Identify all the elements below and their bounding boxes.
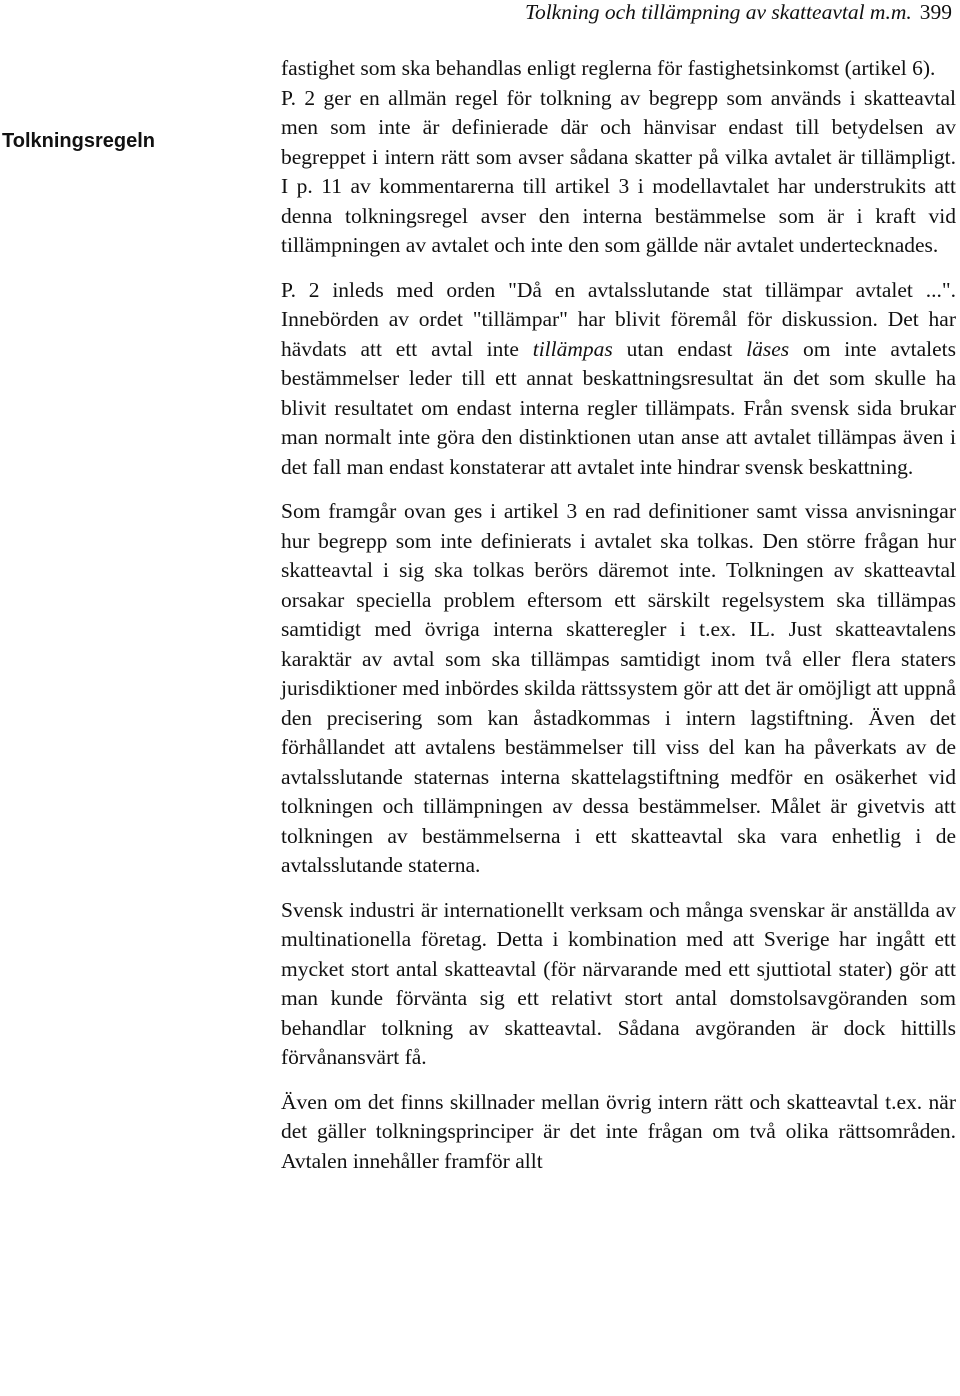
emphasis-lases: läses	[746, 336, 790, 361]
text-run: utan endast	[612, 336, 747, 361]
emphasis-tillampas: tillämpas	[532, 336, 613, 361]
running-title: Tolkning och tillämpning av skatteavtal m.m.	[524, 0, 912, 24]
page-number: 399	[919, 0, 952, 24]
paragraph-tillampar	[281, 276, 956, 483]
paragraph-skillnader: Även om det finns skillnader mellan övrig intern rätt och skatteavtal t.ex. när det gäller tolkningsprinciper är det inte frågan om två olika rättsområden. Avtalen innehåller framför allt	[281, 1089, 956, 1173]
text-run: P. 2 inleds med orden "Då en avtalsslutande stat tillämpar avtalet ...". Innebörden av ordet "tillämpar" har blivit föremål för diskussion. Det har hävdats att ett avtal inte	[281, 277, 956, 361]
text-run: om inte avtalets bestämmelser leder till ett annat beskattningsresultat än det som skulle ha blivit resultatet om endast interna regler tillämpats. Från svensk sida brukar man normalt inte göra den distinktionen utan anse att avtalet tillämpas även i det fall man endast konstaterar att avtalet inte hindrar svensk beskattning.	[281, 336, 956, 479]
paragraph-tolkningsregel: P. 2 ger en allmän regel för tolkning av begrepp som används i skatteavtal men som inte är definierade där och hänvisar endast till betydelsen av begreppet i intern rätt som avser sådana skatter på vilka avtalet är tillämpligt. I p. 11 av kommentarerna till artikel 3 i modellavtalet har understrukits att denna tolkningsregel avser den interna bestämmelse som är i kraft vid tillämpningen av avtalet och inte den som gällde när avtalet undertecknades.	[281, 85, 956, 257]
running-header	[525, 0, 952, 28]
paragraph-definitioner: Som framgår ovan ges i artikel 3 en rad definitioner samt vissa anvisningar hur begrepp som inte definierats i avtalet ska tolkas. Den större frågan hur skatteavtal i sig ska tolkas berörs däremot inte. Tolkningen av skatteavtal orsakar speciella problem eftersom ett särskilt regelsystem ska tillämpas samtidigt med övriga interna skatteregler i t.ex. IL. Just skatteavtalens karaktär av avtal som ska tillämpas samtidigt inom två eller flera staters jurisdiktioner med inbördes skilda rättssystem gör att det är omöjligt att uppnå den precisering som kan åstadkommas i intern lagstiftning. Även det förhållandet att avtalens bestämmelser till viss del kan ha påverkats av de avtalsslutande staternas interna skattelagstiftning medför en osäkerhet vid tolkningen och tillämpningen av dessa bestämmelser. Målet är givetvis att tolkningen av bestämmelserna i ett skatteavtal ska vara enhetlig i de avtalsslutande staterna.	[281, 499, 956, 877]
body-text	[281, 54, 956, 1176]
paragraph-continued: fastighet som ska behandlas enligt reglerna för fastighetsinkomst (artikel 6).	[281, 56, 936, 80]
paragraph-svensk-industri: Svensk industri är internationellt verksam och många svenskar är anställda av multinationella företag. Detta i kombination med att Sverige har ingått ett mycket stort antal skatteavtal (för närvarande med ett sjuttiotal stater) gör att man kunde förvänta sig ett relativt stort antal domstolsavgöranden som behandlar tolkning av skatteavtal. Sådana avgöranden är dock hittills förvånansvärt få.	[281, 897, 956, 1069]
margin-heading: Tolkningsregeln	[2, 130, 155, 152]
